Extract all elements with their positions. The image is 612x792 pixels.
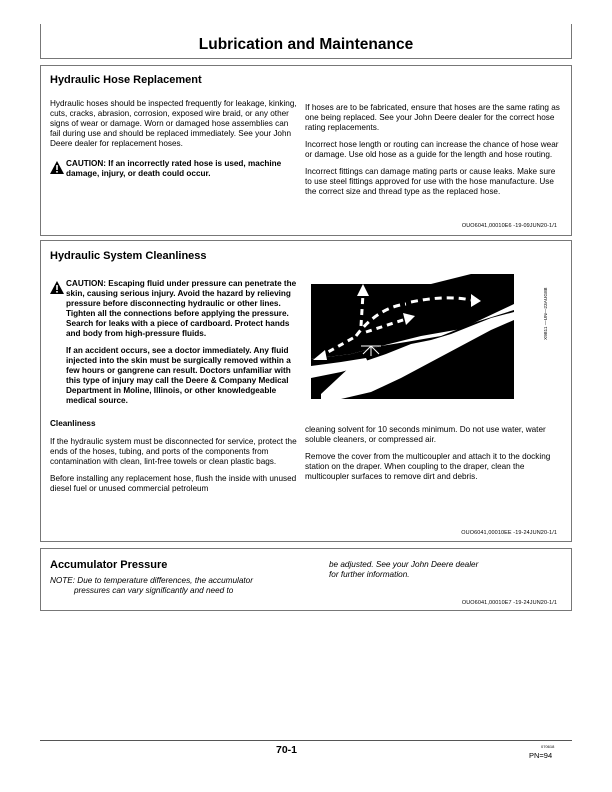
paragraph: Incorrect hose length or routing can increase the chance of hose wear or damage. Use old hose as a guide for the length and hose routing. xyxy=(305,140,559,159)
note-left xyxy=(50,576,305,596)
reference-code: OUO6041,00010EE -19-24JUN20-1/1 xyxy=(461,530,557,536)
note-line: pressures can vary significantly and need to xyxy=(74,586,234,595)
subheading-cleanliness: Cleanliness xyxy=(50,419,96,428)
section-accumulator-pressure xyxy=(40,548,572,611)
reference-code: OUO6041,00010E7 -19-24JUN20-1/1 xyxy=(461,600,557,606)
section-title: Hydraulic System Cleanliness xyxy=(50,250,207,262)
reference-code: OUO6041,00010E6 -19-09JUN20-1/1 xyxy=(461,223,557,229)
note-line: for further information. xyxy=(329,570,410,579)
footer-code: 070618 xyxy=(541,744,555,749)
paragraph: Incorrect fittings can damage mating parts or cause leaks. Make sure to use steel fittings approved for use with the hose manufacture. Use the correct size and thread type as the replaced hose. xyxy=(305,167,556,196)
caution-block xyxy=(50,279,305,413)
paragraph: If hoses are to be fabricated, ensure that hoses are the same rating as one being replaced. See your John Deere dealer for the correct hose rating replacements. xyxy=(305,103,560,132)
section-title: Accumulator Pressure xyxy=(50,559,168,571)
note-line: be adjusted. See your John Deere dealer xyxy=(329,560,479,569)
title-box xyxy=(40,24,572,59)
paragraph: cleaning solvent for 10 seconds minimum. Do not use water, water soluble cleaners, or compressed air. xyxy=(305,425,546,444)
part-number: PN=94 xyxy=(529,751,553,760)
warning-triangle-icon xyxy=(50,281,64,294)
caution-block xyxy=(50,159,300,179)
paragraph: Before installing any replacement hose, flush the inside with unused diesel fuel or unused commercial petroleum xyxy=(50,474,297,493)
caution-paragraph: CAUTION: Escaping fluid under pressure can penetrate the skin, causing serious injury. Avoid the hazard by relieving pressure before disconnecting hydraulic or other lines. Tighten all the connections before applying the pressure. Search for leaks with a piece of cardboard. Protect hands and body from high-pressure fluids. xyxy=(66,279,297,338)
footer-divider xyxy=(40,740,572,741)
right-column xyxy=(305,103,560,204)
paragraph: Remove the cover from the multicoupler and attach it to the docking station on the draper. When coupling to the draper, clean the multicoupler surfaces to remove dirt and debris. xyxy=(305,452,551,481)
caution-text xyxy=(66,279,305,413)
left-column xyxy=(50,279,305,501)
paragraph: If the hydraulic system must be disconnected for service, protect the ends of the hoses, tubing, and ports of the components from contamination with clean, lint-free towels or clean plastic bags. xyxy=(50,437,297,466)
warning-triangle-icon xyxy=(50,161,64,174)
right-column xyxy=(305,425,560,489)
caution-text: CAUTION: If an incorrectly rated hose is used, machine damage, injury, or death could occur. xyxy=(66,159,282,178)
figure-label: X9811 —UN—23AUG88 xyxy=(544,287,549,340)
page-title: Lubrication and Maintenance xyxy=(198,36,414,53)
left-column xyxy=(50,99,300,179)
section-title: Hydraulic Hose Replacement xyxy=(50,74,202,86)
paragraph: Hydraulic hoses should be inspected frequently for leakage, kinking, cuts, cracks, abrasion, corrosion, exposed wire braid, or any other signs of wear or damage. Worn or damaged hose assemblies can fail during use and should be replaced immediately. See your John Deere dealer for replacement hoses. xyxy=(50,99,297,148)
page-number: 70-1 xyxy=(276,744,298,756)
note-right xyxy=(329,560,559,580)
section-hose-replacement xyxy=(40,65,572,236)
note-line: NOTE: Due to temperature differences, the accumulator xyxy=(50,576,253,585)
fluid-injection-hazard-illustration xyxy=(311,274,514,399)
caution-paragraph: If an accident occurs, see a doctor immediately. Any fluid injected into the skin must be surgically removed within a few hours or gangrene can result. Doctors unfamiliar with this type of injury may call the Deere & Company Medical Department in Moline, Illinois, or other knowledgeable medical source. xyxy=(66,346,291,405)
